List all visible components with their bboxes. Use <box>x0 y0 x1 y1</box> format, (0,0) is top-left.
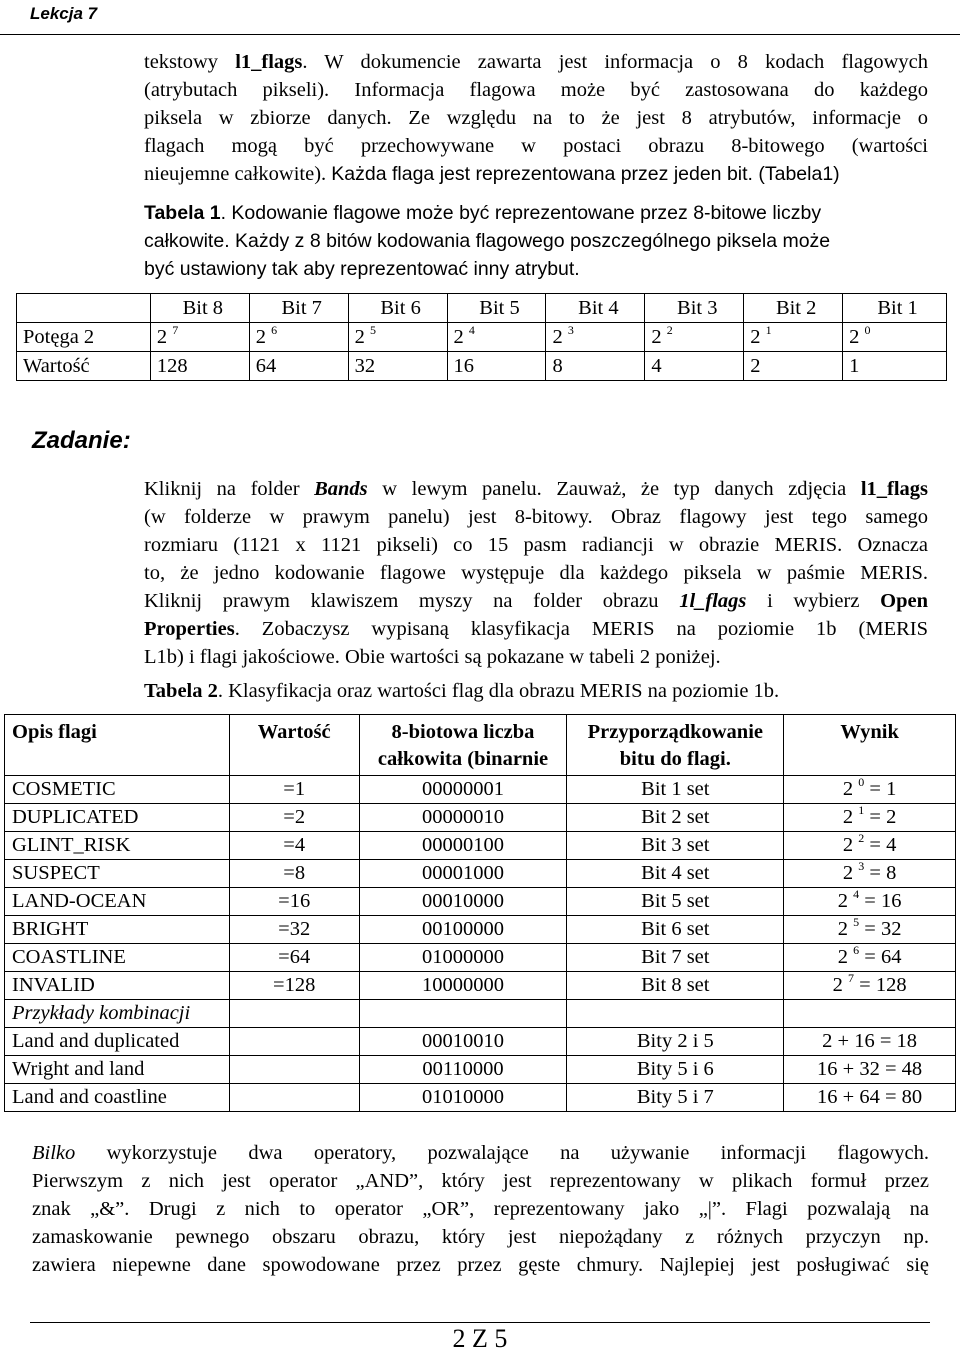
table-cell: Bit 4 set <box>567 860 784 888</box>
flag-name-cell: INVALID <box>5 972 230 1000</box>
table-row <box>5 832 956 860</box>
footer-divider <box>30 1322 930 1323</box>
table-cell: 2 $^4$ <box>447 323 546 352</box>
table-row <box>5 916 956 944</box>
table2-header-row <box>5 715 956 776</box>
table-header-cell <box>17 294 151 323</box>
table-cell: =4 <box>229 832 359 860</box>
table-header-cell: Bit 6 <box>348 294 447 323</box>
table-header-cell: Bit 8 <box>150 294 249 323</box>
flag-name-cell: Land and coastline <box>5 1084 230 1112</box>
l1-flags-term: l1_flags <box>860 478 929 500</box>
table-cell: =32 <box>229 916 359 944</box>
table-cell: Bit 8 set <box>567 972 784 1000</box>
table-header-cell: Wynik <box>784 715 956 776</box>
table-cell: 4 <box>645 352 744 381</box>
table-cell: 2 $^0$ <box>843 323 947 352</box>
table-cell: 8 <box>546 352 645 381</box>
flag-name-cell: Land and duplicated <box>5 1028 230 1056</box>
table-cell: 2 <box>744 352 843 381</box>
intro-paragraph <box>144 48 928 188</box>
table-cell: Bity 5 i 7 <box>567 1084 784 1112</box>
table-header-cell: Wartość <box>229 715 359 776</box>
table1-label: Tabela 1 <box>144 202 221 224</box>
table-cell: 01010000 <box>359 1084 567 1112</box>
table-row <box>5 888 956 916</box>
intro-line: flagach mogą być przechowywane w postaci obrazu 8-bitowego (wartości <box>144 135 928 157</box>
table-cell: 16 + 32 = 48 <box>784 1056 956 1084</box>
table-header-cell: Bit 2 <box>744 294 843 323</box>
table-cell: =16 <box>229 888 359 916</box>
table-cell: =2 <box>229 804 359 832</box>
open-term: Open <box>880 590 928 612</box>
intro-line: piksela w zbiorze danych. Ze względu na to że jest 8 atrybutów, informacje o <box>144 107 928 129</box>
table-cell: =128 <box>229 972 359 1000</box>
table-cell: 2 + 16 = 18 <box>784 1028 956 1056</box>
table-cell: 16 + 64 = 80 <box>784 1084 956 1112</box>
table-cell: 00000001 <box>359 776 567 804</box>
table-header-cell: Bit 4 <box>546 294 645 323</box>
table-cell: Bit 1 set <box>567 776 784 804</box>
intro-line: tekstowy l1_flags. W dokumencie zawarta jest informacja o 8 kodach flagowych <box>144 51 928 73</box>
table-header-cell: Opis flagi <box>5 715 230 776</box>
task-paragraph: Kliknij na folder Bands w lewym panelu. Zauważ, że typ danych zdjęcia l1_flags (w folderze w prawym panelu) jest 8-bitowy. Obraz flagowy jest tego samego rozmiaru (1121 x 1121 pikseli) co 15 pasm radiancji w obrazie MERIS. Oznacza to, że jedno kodowanie flagowe występuje dla każdego piksela w paśmie MERIS. Kliknij prawym klawiszem myszy na folder obrazu 1l_flags i wybierz Open Properties. Zobaczysz wypisaną klasyfikacja MERIS na poziomie 1b (MERIS L1b) i flagi jakościowe. Obie wartości są pokazane w tabeli 2 poniżej. <box>144 478 929 668</box>
bands-folder-term: Bands <box>314 478 368 500</box>
table-header-cell: Bit 1 <box>843 294 947 323</box>
intro-line: (atrybutach pikseli). Informacja flagowa może być zastosowana do każdego <box>144 79 928 101</box>
table-cell: =64 <box>229 944 359 972</box>
table-cell: 2 $^5$ <box>348 323 447 352</box>
table-cell: Bit 6 set <box>567 916 784 944</box>
examples-label: Przykłady kombinacji <box>5 1000 230 1028</box>
table-row <box>5 1084 956 1112</box>
flag-name-cell: Wright and land <box>5 1056 230 1084</box>
table-cell: 00010010 <box>359 1028 567 1056</box>
flag-name-cell: BRIGHT <box>5 916 230 944</box>
table-row-label: Wartość <box>17 352 151 381</box>
table2-caption: Tabela 2. Klasyfikacja oraz wartości flag dla obrazu MERIS na poziomie 1b. <box>144 680 780 702</box>
table1-header-row <box>17 294 947 323</box>
flag-name-cell: COASTLINE <box>5 944 230 972</box>
table2-label: Tabela 2 <box>144 680 218 702</box>
table-header-cell: Bit 3 <box>645 294 744 323</box>
table-row-label: Potęga 2 <box>17 323 151 352</box>
table-row <box>5 804 956 832</box>
l1-flags-term: l1_flags <box>235 51 303 73</box>
table-cell: 2 $^5$ = 32 <box>784 916 956 944</box>
table-cell: 00000100 <box>359 832 567 860</box>
table-row <box>5 944 956 972</box>
flag-name-cell: COSMETIC <box>5 776 230 804</box>
bilko-term: Bilko <box>32 1142 76 1164</box>
lesson-title: Lekcja 7 <box>30 4 98 23</box>
table-cell: 00010000 <box>359 888 567 916</box>
table-cell: Bit 2 set <box>567 804 784 832</box>
table-cell: 10000000 <box>359 972 567 1000</box>
table-cell: 00001000 <box>359 860 567 888</box>
table-cell: 00110000 <box>359 1056 567 1084</box>
table-cell: =8 <box>229 860 359 888</box>
examples-heading-row <box>5 1000 956 1028</box>
table-cell: Bity 2 i 5 <box>567 1028 784 1056</box>
table-row <box>5 972 956 1000</box>
table-header-cell: Bit 5 <box>447 294 546 323</box>
table-cell: 00100000 <box>359 916 567 944</box>
properties-term: Properties <box>144 618 235 640</box>
table-cell: Bit 7 set <box>567 944 784 972</box>
flag-name-cell: LAND-OCEAN <box>5 888 230 916</box>
flag-name-cell: GLINT_RISK <box>5 832 230 860</box>
table-cell: 2 $^3$ <box>546 323 645 352</box>
flags-image-term: 1l_flags <box>679 590 747 612</box>
table-cell: 2 $^0$ = 1 <box>784 776 956 804</box>
table-row <box>5 1056 956 1084</box>
table-cell: Bit 3 set <box>567 832 784 860</box>
table-cell: 2 $^4$ = 16 <box>784 888 956 916</box>
table-row <box>5 860 956 888</box>
table-cell: Bit 5 set <box>567 888 784 916</box>
table-cell: 2 $^6$ = 64 <box>784 944 956 972</box>
outro-paragraph: Bilko wykorzystuje dwa operatory, pozwalające na używanie informacji flagowych. Pierwszym z nich jest operator „AND”, który jest reprezentowany w plikach formuł przez znak „&”. Drugi z nich to operator „OR”, reprezentowany jako „|”. Flagi pozwalają na zamaskowanie pewnego obszaru obrazu, który jest niepożądany z różnych przyczyn np. zawiera niepewne dane spowodowane przez przez gęste chmury. Najlepiej jest posługiwać się <box>32 1142 929 1276</box>
task-heading: Zadanie: <box>32 427 131 454</box>
table-cell: 2 $^2$ <box>645 323 744 352</box>
table-cell: 2 $^7$ = 128 <box>784 972 956 1000</box>
page-header <box>0 0 960 35</box>
flag-name-cell: SUSPECT <box>5 860 230 888</box>
table-cell: 2 $^1$ = 2 <box>784 804 956 832</box>
table-cell: 2 $^1$ <box>744 323 843 352</box>
table-cell: =1 <box>229 776 359 804</box>
table-header-cell: 8-biotowa liczba całkowita (binarnie <box>359 715 567 776</box>
table-row <box>5 1028 956 1056</box>
table-cell: 2 $^7$ <box>150 323 249 352</box>
table-cell: 64 <box>249 352 348 381</box>
table-row <box>5 776 956 804</box>
table1-value-row <box>17 352 947 381</box>
table-header-cell: Przyporządkowanie bitu do flagi. <box>567 715 784 776</box>
table-cell: 2 $^2$ = 4 <box>784 832 956 860</box>
table-cell: 01000000 <box>359 944 567 972</box>
table-cell: 2 $^6$ <box>249 323 348 352</box>
flag-name-cell: DUPLICATED <box>5 804 230 832</box>
table-cell: 16 <box>447 352 546 381</box>
bit-encoding-table <box>16 293 947 381</box>
table1-power-row <box>17 323 947 352</box>
table-cell: 32 <box>348 352 447 381</box>
table-cell: 00000010 <box>359 804 567 832</box>
intro-line: nieujemne całkowite). Każda flaga jest reprezentowana przez jeden bit. (Tabela1) <box>144 163 840 185</box>
flag-classification-table <box>4 714 956 1112</box>
table-cell: 128 <box>150 352 249 381</box>
table-header-cell: Bit 7 <box>249 294 348 323</box>
page-number: 2 Z 5 <box>452 1324 508 1353</box>
table-cell: Bity 5 i 6 <box>567 1056 784 1084</box>
table1-caption: Tabela 1. Kodowanie flagowe może być reprezentowane przez 8-bitowe liczby całkowite. Każdy z 8 bitów kodowania flagowego poszczególnego piksela może być ustawiony tak aby reprezentować inny atrybut. <box>144 202 831 280</box>
table-cell: 2 $^3$ = 8 <box>784 860 956 888</box>
table-cell: 1 <box>843 352 947 381</box>
